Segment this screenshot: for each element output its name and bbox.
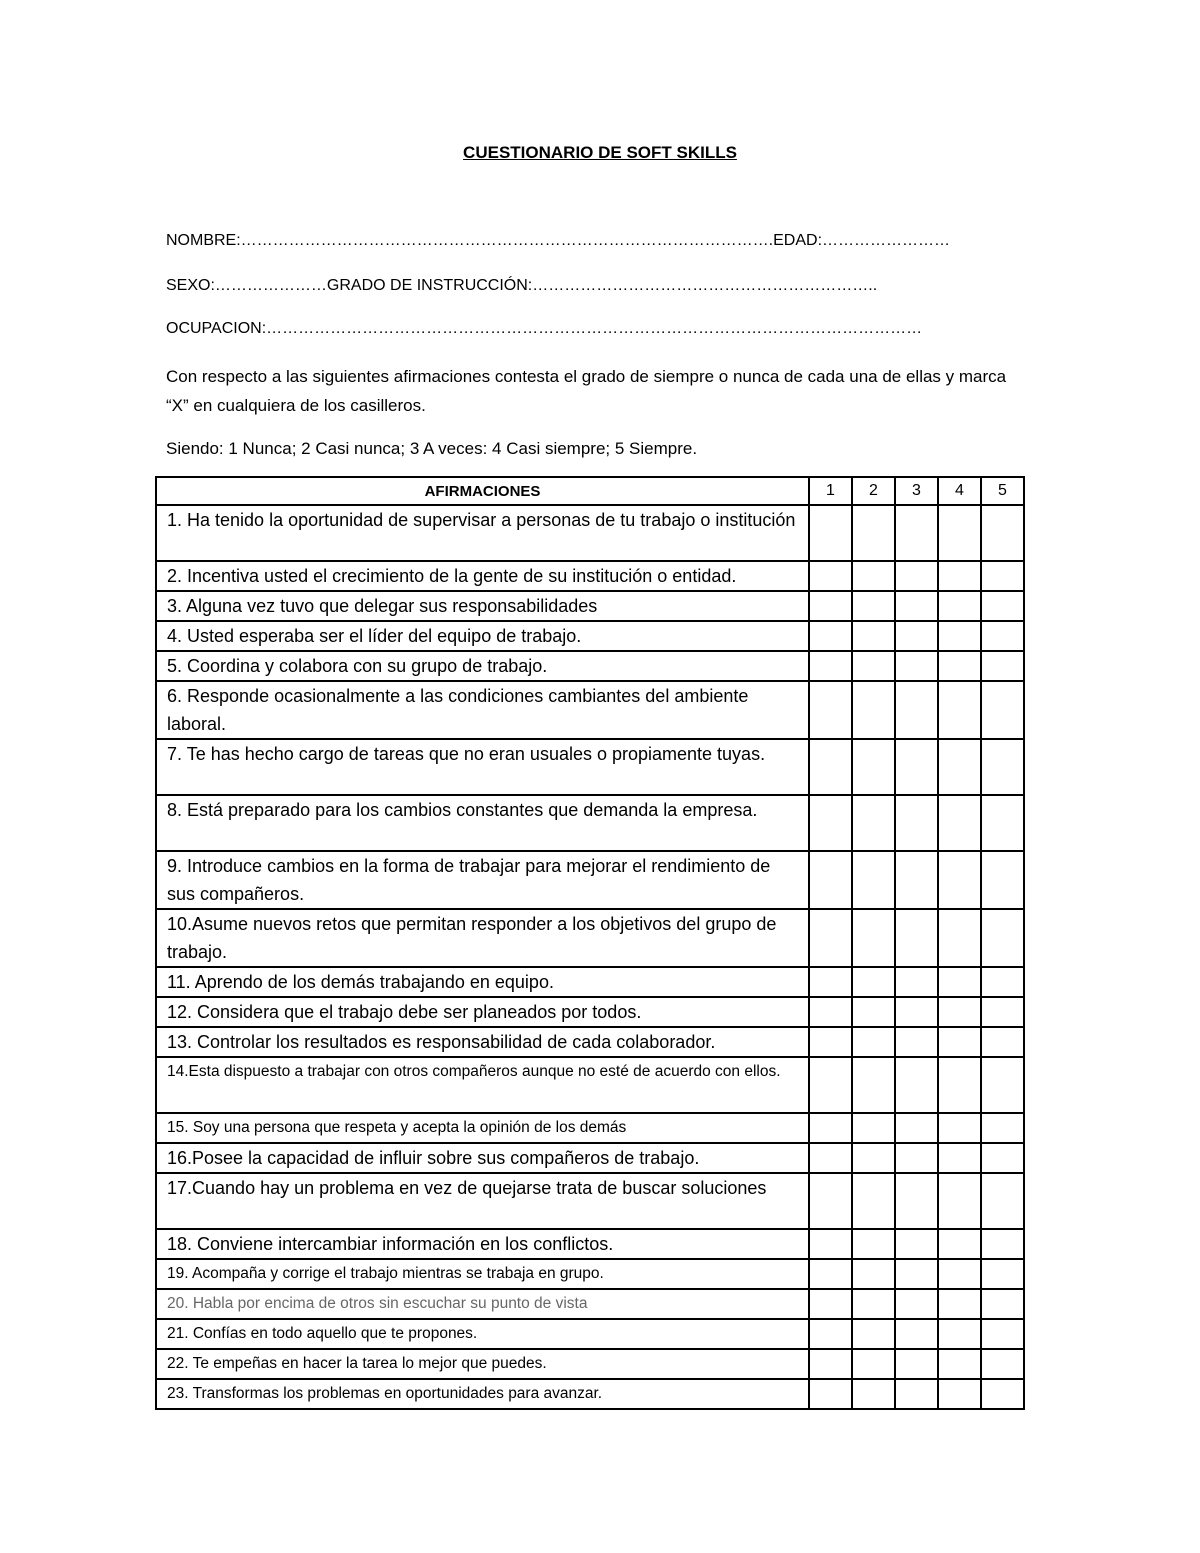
answer-box-5[interactable] — [981, 1027, 1024, 1057]
answer-box-5[interactable] — [981, 561, 1024, 591]
table-row — [156, 1027, 1024, 1057]
table-row — [156, 795, 1024, 851]
answer-box-5[interactable] — [981, 651, 1024, 681]
answer-box-4[interactable] — [938, 1379, 981, 1409]
statement-text: 22. Te empeñas en hacer la tarea lo mejor que puedes. — [156, 1349, 809, 1379]
name-age-field[interactable]: NOMBRE:……………………………………………………………………………………….EDAD:…………………… — [166, 232, 951, 249]
answer-box-3[interactable] — [895, 1259, 938, 1289]
answer-box-3[interactable] — [895, 505, 938, 561]
table-row — [156, 1259, 1024, 1289]
table-row — [156, 651, 1024, 681]
statement-text: 19. Acompaña y corrige el trabajo mientras se trabaja en grupo. — [156, 1259, 809, 1289]
statement-text: 13. Controlar los resultados es responsabilidad de cada colaborador. — [156, 1027, 809, 1057]
table-row — [156, 505, 1024, 561]
answer-box-4[interactable] — [938, 1027, 981, 1057]
answer-box-1[interactable] — [809, 621, 852, 651]
answer-box-3[interactable] — [895, 1379, 938, 1409]
header-col-1: 1 — [809, 477, 852, 505]
answer-box-2[interactable] — [852, 909, 895, 967]
answer-box-4[interactable] — [938, 651, 981, 681]
answer-box-4[interactable] — [938, 1349, 981, 1379]
table-row — [156, 851, 1024, 909]
answer-box-3[interactable] — [895, 739, 938, 795]
answer-box-2[interactable] — [852, 967, 895, 997]
table-row — [156, 997, 1024, 1027]
answer-box-1[interactable] — [809, 1057, 852, 1113]
answer-box-5[interactable] — [981, 851, 1024, 909]
answer-box-4[interactable] — [938, 505, 981, 561]
statement-text: 2. Incentiva usted el crecimiento de la gente de su institución o entidad. — [156, 561, 809, 591]
answer-box-2[interactable] — [852, 681, 895, 739]
header-col-5: 5 — [981, 477, 1024, 505]
answer-box-3[interactable] — [895, 681, 938, 739]
answer-box-2[interactable] — [852, 851, 895, 909]
answer-box-2[interactable] — [852, 1319, 895, 1349]
answer-box-4[interactable] — [938, 967, 981, 997]
answer-box-5[interactable] — [981, 621, 1024, 651]
answer-box-3[interactable] — [895, 795, 938, 851]
answer-box-3[interactable] — [895, 1143, 938, 1173]
answer-box-4[interactable] — [938, 1143, 981, 1173]
answer-box-3[interactable] — [895, 591, 938, 621]
answer-box-2[interactable] — [852, 1289, 895, 1319]
answer-box-4[interactable] — [938, 591, 981, 621]
answer-box-5[interactable] — [981, 1379, 1024, 1409]
answer-box-1[interactable] — [809, 997, 852, 1027]
statement-text: 21. Confías en todo aquello que te propones. — [156, 1319, 809, 1349]
answer-box-4[interactable] — [938, 1229, 981, 1259]
answer-box-1[interactable] — [809, 851, 852, 909]
answer-box-1[interactable] — [809, 739, 852, 795]
statement-text: 8. Está preparado para los cambios constantes que demanda la empresa. — [156, 795, 809, 851]
statement-text: 12. Considera que el trabajo debe ser planeados por todos. — [156, 997, 809, 1027]
answer-box-1[interactable] — [809, 1349, 852, 1379]
answer-box-3[interactable] — [895, 1289, 938, 1319]
answer-box-2[interactable] — [852, 1379, 895, 1409]
answer-box-3[interactable] — [895, 967, 938, 997]
answer-box-5[interactable] — [981, 997, 1024, 1027]
answer-box-4[interactable] — [938, 1289, 981, 1319]
statement-text: 1. Ha tenido la oportunidad de supervisar a personas de tu trabajo o institución — [156, 505, 809, 561]
answer-box-1[interactable] — [809, 795, 852, 851]
answer-box-1[interactable] — [809, 1229, 852, 1259]
answer-box-5[interactable] — [981, 1289, 1024, 1319]
answer-box-5[interactable] — [981, 591, 1024, 621]
table-row — [156, 621, 1024, 651]
answer-box-5[interactable] — [981, 795, 1024, 851]
answer-box-3[interactable] — [895, 851, 938, 909]
answer-box-2[interactable] — [852, 1143, 895, 1173]
answer-box-2[interactable] — [852, 795, 895, 851]
answer-box-1[interactable] — [809, 909, 852, 967]
answer-box-2[interactable] — [852, 651, 895, 681]
table-row — [156, 967, 1024, 997]
answer-box-5[interactable] — [981, 967, 1024, 997]
answer-box-2[interactable] — [852, 739, 895, 795]
answer-box-4[interactable] — [938, 561, 981, 591]
answer-box-1[interactable] — [809, 1259, 852, 1289]
answer-box-3[interactable] — [895, 621, 938, 651]
answer-box-5[interactable] — [981, 1349, 1024, 1379]
page-title: CUESTIONARIO DE SOFT SKILLS — [463, 143, 737, 162]
table-row — [156, 1289, 1024, 1319]
answer-box-3[interactable] — [895, 1057, 938, 1113]
table-row — [156, 909, 1024, 967]
answer-box-5[interactable] — [981, 681, 1024, 739]
answer-box-2[interactable] — [852, 1229, 895, 1259]
answer-box-4[interactable] — [938, 1173, 981, 1229]
table-header-row — [156, 477, 1024, 505]
table-row — [156, 591, 1024, 621]
scale-legend: Siendo: 1 Nunca; 2 Casi nunca; 3 A veces: 4 Casi siempre; 5 Siempre. — [166, 439, 698, 458]
answer-box-1[interactable] — [809, 1289, 852, 1319]
answer-box-4[interactable] — [938, 1259, 981, 1289]
answer-box-5[interactable] — [981, 1229, 1024, 1259]
answer-box-2[interactable] — [852, 1113, 895, 1143]
statement-text: 23. Transformas los problemas en oportunidades para avanzar. — [156, 1379, 809, 1409]
statement-text: 17.Cuando hay un problema en vez de quejarse trata de buscar soluciones — [156, 1173, 809, 1229]
answer-box-4[interactable] — [938, 1113, 981, 1143]
statement-text: 20. Habla por encima de otros sin escuchar su punto de vista — [156, 1289, 809, 1319]
answer-box-3[interactable] — [895, 1349, 938, 1379]
answer-box-4[interactable] — [938, 1319, 981, 1349]
answer-box-3[interactable] — [895, 909, 938, 967]
statement-text: 16.Posee la capacidad de influir sobre sus compañeros de trabajo. — [156, 1143, 809, 1173]
answer-box-5[interactable] — [981, 1259, 1024, 1289]
header-col-3: 3 — [895, 477, 938, 505]
answer-box-2[interactable] — [852, 621, 895, 651]
table-row — [156, 1319, 1024, 1349]
table-row — [156, 561, 1024, 591]
occupation-field[interactable]: OCUPACION:…………………………………………………………………………………………………………… — [166, 320, 923, 337]
answer-box-3[interactable] — [895, 561, 938, 591]
answer-box-3[interactable] — [895, 997, 938, 1027]
statement-text: 5. Coordina y colabora con su grupo de trabajo. — [156, 651, 809, 681]
sex-education-field[interactable]: SEXO:…………………GRADO DE INSTRUCCIÓN:……………………………………………………….. — [166, 277, 878, 294]
answer-box-5[interactable] — [981, 909, 1024, 967]
answer-box-5[interactable] — [981, 1057, 1024, 1113]
answer-box-5[interactable] — [981, 1319, 1024, 1349]
statements-table — [155, 476, 1025, 1410]
answer-box-4[interactable] — [938, 681, 981, 739]
answer-box-2[interactable] — [852, 591, 895, 621]
statement-text: 18. Conviene intercambiar información en los conflictos. — [156, 1229, 809, 1259]
answer-box-1[interactable] — [809, 967, 852, 997]
table-row — [156, 1113, 1024, 1143]
table-row — [156, 1143, 1024, 1173]
table-row — [156, 1057, 1024, 1113]
header-afirmaciones: AFIRMACIONES — [156, 477, 809, 505]
statement-text: 15. Soy una persona que respeta y acepta la opinión de los demás — [156, 1113, 809, 1143]
answer-box-1[interactable] — [809, 561, 852, 591]
answer-box-4[interactable] — [938, 909, 981, 967]
statement-text: 11. Aprendo de los demás trabajando en equipo. — [156, 967, 809, 997]
answer-box-2[interactable] — [852, 561, 895, 591]
answer-box-3[interactable] — [895, 1113, 938, 1143]
answer-box-4[interactable] — [938, 1057, 981, 1113]
answer-box-2[interactable] — [852, 1027, 895, 1057]
answer-box-5[interactable] — [981, 505, 1024, 561]
answer-box-3[interactable] — [895, 1319, 938, 1349]
answer-box-3[interactable] — [895, 1027, 938, 1057]
answer-box-1[interactable] — [809, 1113, 852, 1143]
answer-box-4[interactable] — [938, 739, 981, 795]
answer-box-1[interactable] — [809, 651, 852, 681]
answer-box-4[interactable] — [938, 795, 981, 851]
answer-box-2[interactable] — [852, 1259, 895, 1289]
statement-text: 3. Alguna vez tuvo que delegar sus responsabilidades — [156, 591, 809, 621]
answer-box-3[interactable] — [895, 1173, 938, 1229]
answer-box-1[interactable] — [809, 1379, 852, 1409]
answer-box-5[interactable] — [981, 1143, 1024, 1173]
answer-box-1[interactable] — [809, 1319, 852, 1349]
answer-box-3[interactable] — [895, 1229, 938, 1259]
answer-box-4[interactable] — [938, 621, 981, 651]
table-row — [156, 739, 1024, 795]
answer-box-2[interactable] — [852, 1057, 895, 1113]
header-col-4: 4 — [938, 477, 981, 505]
answer-box-5[interactable] — [981, 739, 1024, 795]
answer-box-2[interactable] — [852, 997, 895, 1027]
statement-text: 4. Usted esperaba ser el líder del equipo de trabajo. — [156, 621, 809, 651]
answer-box-2[interactable] — [852, 1349, 895, 1379]
answer-box-5[interactable] — [981, 1113, 1024, 1143]
answer-box-4[interactable] — [938, 851, 981, 909]
answer-box-5[interactable] — [981, 1173, 1024, 1229]
header-col-2: 2 — [852, 477, 895, 505]
answer-box-2[interactable] — [852, 1173, 895, 1229]
statement-text: 7. Te has hecho cargo de tareas que no eran usuales o propiamente tuyas. — [156, 739, 809, 795]
table-row — [156, 1229, 1024, 1259]
table-row — [156, 1379, 1024, 1409]
statement-text: 6. Responde ocasionalmente a las condiciones cambiantes del ambiente laboral. — [156, 681, 809, 739]
table-row — [156, 681, 1024, 739]
answer-box-2[interactable] — [852, 505, 895, 561]
answer-box-1[interactable] — [809, 505, 852, 561]
instructions-text: Con respecto a las siguientes afirmaciones contesta el grado de siempre o nunca de cada una de ellas y marca “X” en cualquiera de los casilleros. — [166, 367, 1007, 415]
answer-box-1[interactable] — [809, 591, 852, 621]
answer-box-4[interactable] — [938, 997, 981, 1027]
answer-box-1[interactable] — [809, 1173, 852, 1229]
statement-text: 14.Esta dispuesto a trabajar con otros compañeros aunque no esté de acuerdo con ellos. — [156, 1057, 809, 1113]
answer-box-3[interactable] — [895, 651, 938, 681]
table-row — [156, 1173, 1024, 1229]
statement-text: 9. Introduce cambios en la forma de trabajar para mejorar el rendimiento de sus compañeros. — [156, 851, 809, 909]
statement-text: 10.Asume nuevos retos que permitan responder a los objetivos del grupo de trabajo. — [156, 909, 809, 967]
answer-box-1[interactable] — [809, 1027, 852, 1057]
table-row — [156, 1349, 1024, 1379]
answer-box-1[interactable] — [809, 1143, 852, 1173]
answer-box-1[interactable] — [809, 681, 852, 739]
